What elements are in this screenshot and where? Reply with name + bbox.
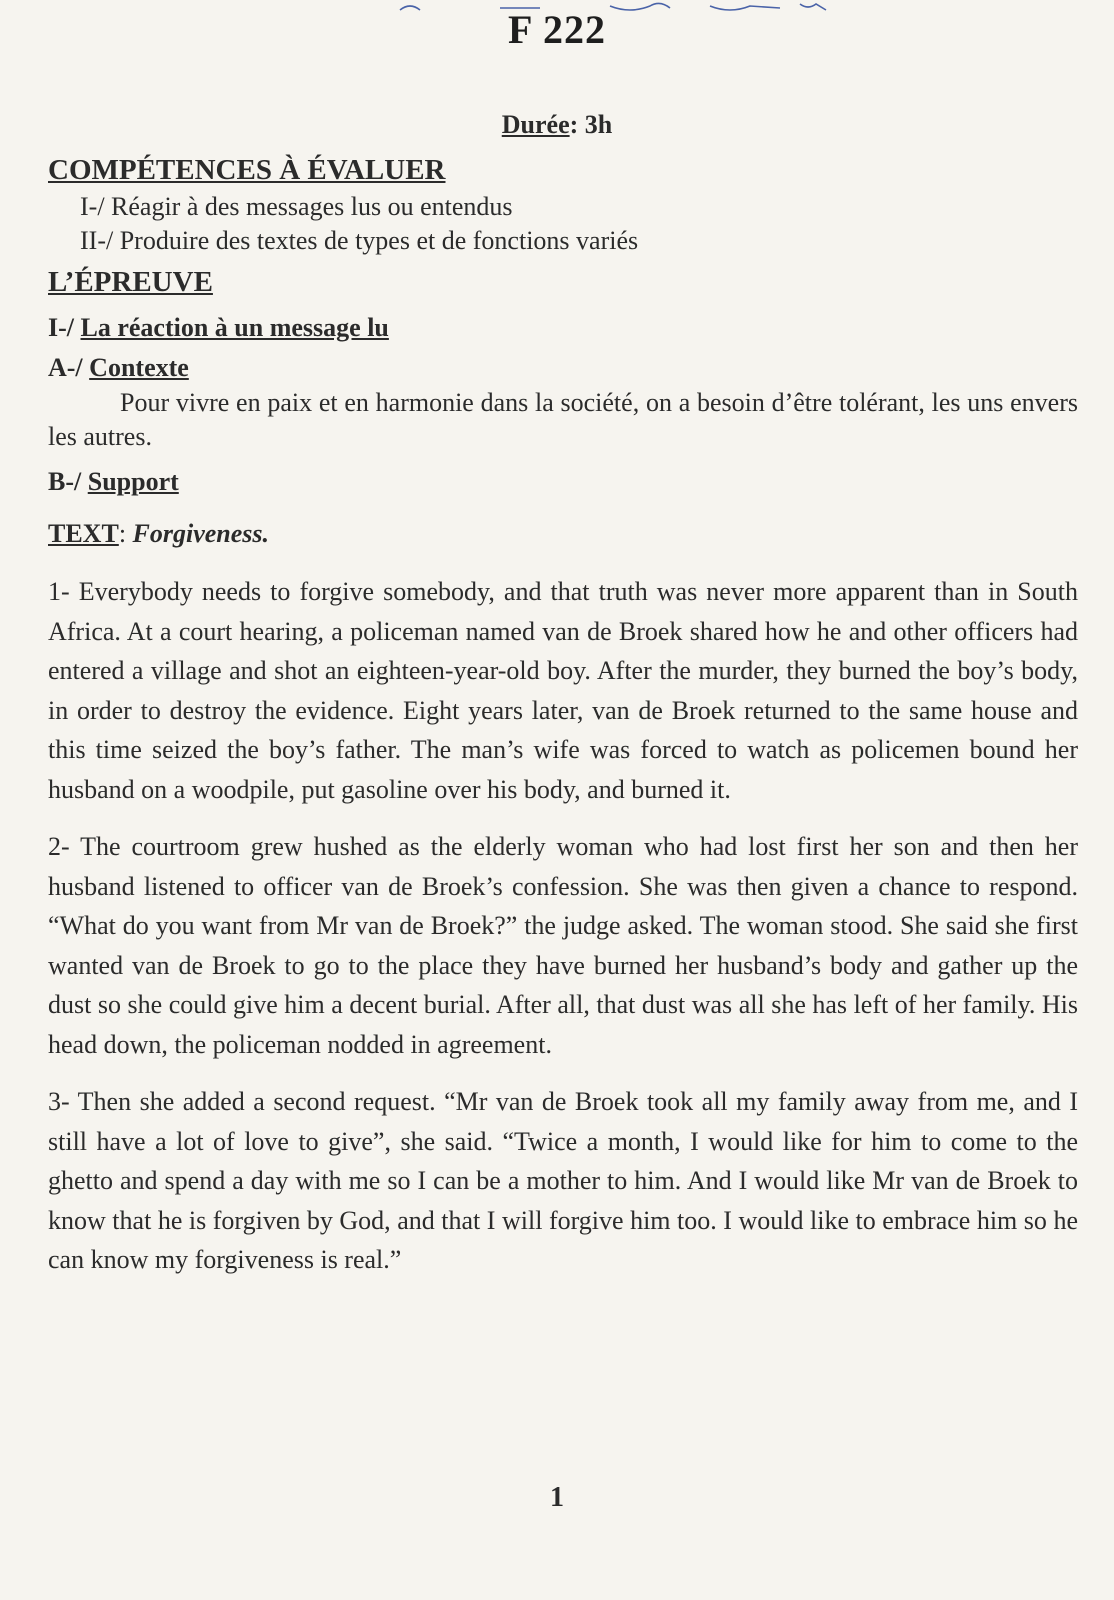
text-title: Forgiveness. [132,519,270,548]
duration [0,110,1114,140]
duration-value: : 3h [569,110,613,139]
section-1-title: La réaction à un message lu [80,313,389,342]
exam-content [48,150,1078,1280]
page-number: 1 [550,1482,564,1513]
support-number: B-/ [48,467,82,496]
text-paragraph-3: 3- Then she added a second request. “Mr van de Broek took all my family away from me, and I still have a lot of love to give”, she said. “Twice a month, I would like for him to come to the ghetto and spend a day with me so I can be a mother to him. And I would like Mr van de Broek to know that he is forgiven by God, and that I will forgive him too. I would like to embrace him so he can know my forgiveness is real.” [48,1087,1078,1274]
support-title: Support [87,467,179,496]
text-heading: TEXT: Forgiveness. [48,519,270,548]
competence-item-1: I-/ Réagir à des messages lus ou entendus [80,192,513,221]
context-text: Pour vivre en paix et en harmonie dans la société, on a besoin d’être tolérant, les uns envers les autres. [48,388,1078,451]
text-paragraph-2: 2- The courtroom grew hushed as the elderly woman who had lost first her son and then her husband listened to officer van de Broek’s confession. She was then given a chance to respond. “What do you want from Mr van de Broek?” the judge asked. The woman stood. She said she first wanted van de Broek to go to the place they have burned her husband’s body and gather up the dust so she could give him a decent burial. After all, that dust was all she has left of her family. His head down, the policeman nodded in agreement. [48,832,1078,1059]
context-title: Contexte [89,353,189,382]
duration-label: Durée [501,110,570,139]
competence-item-2: II-/ Produire des textes de types et de fonctions variés [80,226,639,255]
text-label: TEXT [48,519,119,548]
text-paragraph-1: 1- Everybody needs to forgive somebody, and that truth was never more apparent than in South Africa. At a court hearing, a policeman named van de Broek shared how he and other officers had entered a village and shot an eighteen-year-old boy. After the murder, they burned the boy’s body, in order to destroy the evidence. Eight years later, van de Broek returned to the same house and this time seized the boy’s father. The man’s wife was forced to watch as policemen bound her husband on a woodpile, put gasoline over his body, and burned it. [48,577,1078,804]
exam-code: F 222 [508,7,606,52]
section-1-number: I-/ [48,313,74,342]
competences-title: COMPÉTENCES À ÉVALUER [48,154,446,186]
context-heading [48,350,1078,386]
epreuve-title: L’ÉPREUVE [48,266,213,298]
support-heading [48,464,1078,500]
section-1-heading [48,310,1078,346]
context-number: A-/ [48,353,83,382]
